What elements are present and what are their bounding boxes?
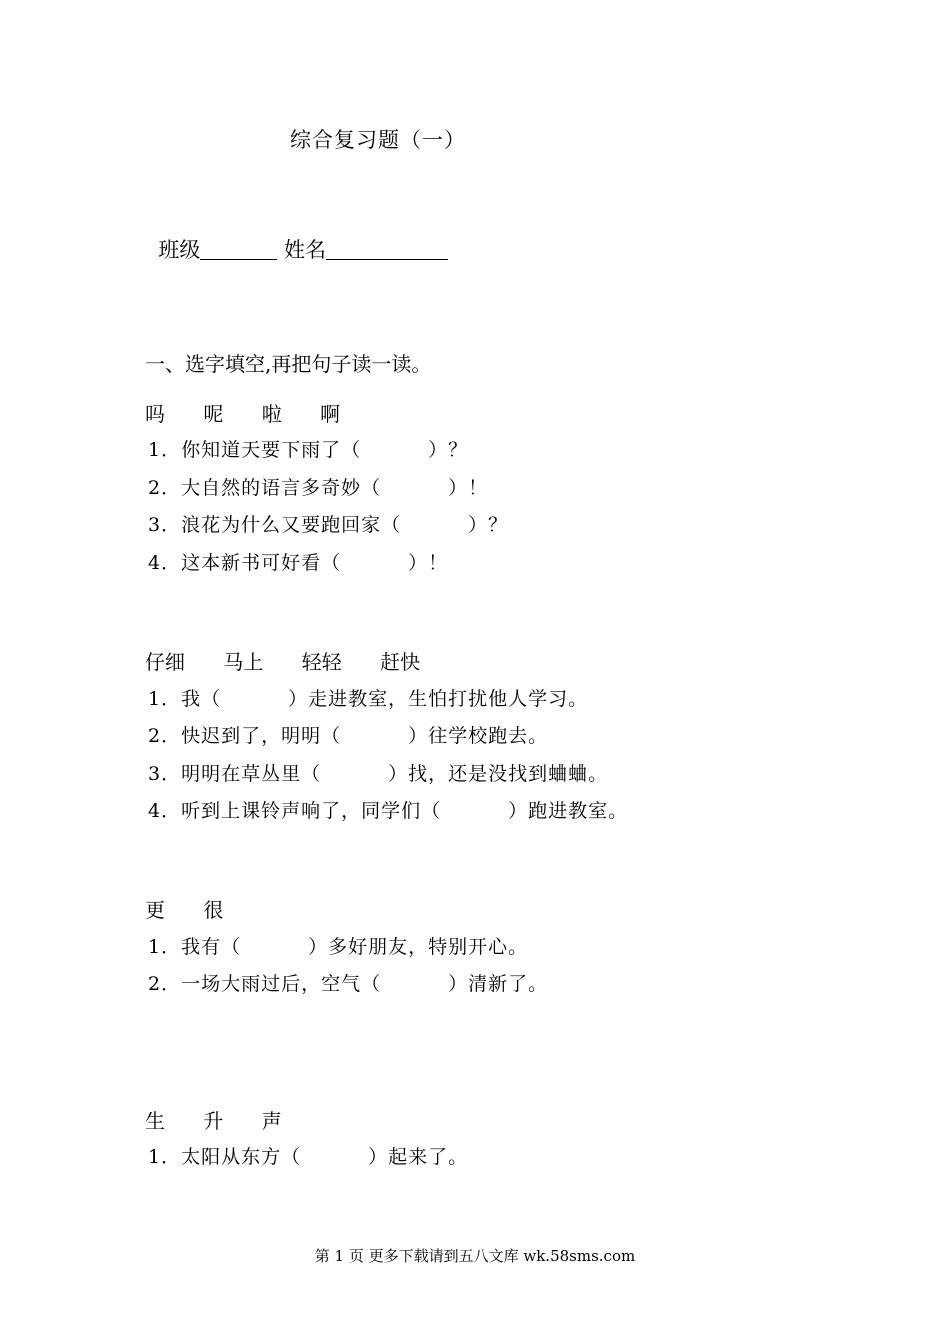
student-info [145,210,448,264]
question-item: 2．大自然的语言多奇妙（ ）！ [148,477,489,499]
question-item: 4．这本新书可好看（ ）！ [148,552,449,574]
question-item: 1．你知道天要下雨了（ ）？ [148,439,469,461]
name-blank [326,258,448,260]
question-item: 2．一场大雨过后，空气（ ）清新了。 [148,973,549,995]
question-item: 4．听到上课铃声响了，同学们（ ）跑进教室。 [148,800,629,822]
word-choices: 吗 呢 啦 啊 [145,402,341,426]
question-item: 2．快迟到了，明明（ ）往学校跑去。 [148,725,549,747]
question-item: 1．我（ ）走进教室，生怕打扰他人学习。 [148,688,589,710]
class-label: 班级 [158,238,201,262]
question-item: 3．浪花为什么又要跑回家（ ）？ [148,514,509,536]
word-choices: 生 升 声 [145,1109,282,1133]
question-item: 1．我有（ ）多好朋友，特别开心。 [148,936,529,958]
page-footer: 第 1 页 更多下载请到五八文库 wk.58sms.com [314,1247,636,1265]
word-choices: 仔细 马上 轻轻 赶快 [145,650,421,674]
word-choices: 更 很 [145,898,224,922]
question-item: 3．明明在草丛里（ ）找，还是没找到蛐蛐。 [148,763,609,785]
question-item: 1．太阳从东方（ ）起来了。 [148,1146,469,1168]
page-title: 综合复习题（一） [290,128,466,152]
section-heading: 一、选字填空,再把句子读一读。 [145,352,432,376]
class-blank [200,258,277,260]
name-label: 姓名 [284,238,327,262]
